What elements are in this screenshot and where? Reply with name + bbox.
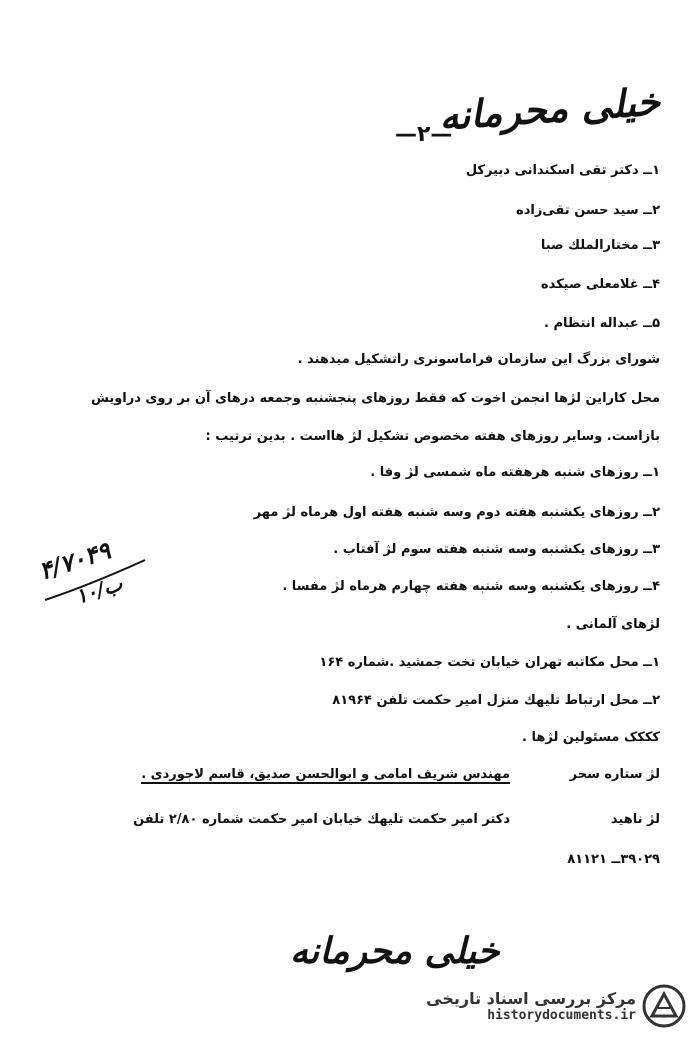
officer-names: دکتر امیر حکمت تلیهك خیابان امیر حکمت شماره ۲/۸۰ تلفن <box>133 812 510 827</box>
venue-line: محل کاراین لژها انجمن اخوت که فقط روزهای پنجشنبه وجمعه درهای آن بر روی دراویش <box>90 391 660 406</box>
watermark <box>426 984 686 1028</box>
member-line: ۱ــ دکتر تقی اسکندانی دبیرکل <box>465 163 660 178</box>
member-line: ۳ــ مختارالملك صبا <box>540 238 660 253</box>
phone-numbers: ۳۹۰۲۹ــ ۸۱۱۲۱ <box>567 852 660 867</box>
schedule-item: ۴ــ روزهای یکشنبه وسه شنبه هفته چهارم هرماه لژ مفسا . <box>282 579 660 594</box>
member-line: ۵ــ عبداله انتظام . <box>544 316 660 331</box>
german-lodge-item: ۱ــ محل مکاتبه تهران خیابان تخت جمشید .شماره ۱۶۴ <box>319 655 660 670</box>
officer-lodge: لژ ناهید <box>610 812 660 827</box>
confidential-stamp-bottom: خیلی محرمانه <box>290 930 500 972</box>
officer-names-text: مهندس شریف امامی و ابوالحسن صدیق، قاسم لاجوردی . <box>141 767 510 782</box>
venue-line: بازاست. وسایر روزهای هفته مخصوص تشکیل لژ هااست . بدین ترتیب : <box>205 429 660 444</box>
council-sentence: شورای بزرگ این سازمان فراماسونری راتشکیل میدهند . <box>297 352 660 367</box>
registration-number: ۴/۷۰۴۹ <box>35 535 114 586</box>
watermark-logo-icon <box>642 984 686 1028</box>
german-lodge-item: ۲ــ محل ارتباط تلیهك منزل امیر حكمت تلفن ۸۱۹۶۴ <box>332 693 660 708</box>
member-line: ۴ــ غلامعلی صیکده <box>540 277 660 292</box>
schedule-item: ۳ــ روزهای یکشنبه وسه شنبه هفته سوم لژ آفتاب . <box>333 542 660 557</box>
confidential-stamp-top: خیلی محرمانه <box>437 78 662 139</box>
member-line: ۲ــ سید حسن تقی‌زاده <box>516 203 660 218</box>
officer-lodge: لژ ستاره سحر <box>569 767 660 782</box>
watermark-text <box>426 989 636 1023</box>
margin-note-strokes <box>40 555 150 615</box>
watermark-title: مرکز بررسی اسناد تاریخی <box>426 989 636 1008</box>
schedule-item: ۲ــ روزهای یکشنبه هفته دوم وسه شنبه هفته اول هرماه لژ مهر <box>253 505 660 520</box>
officers-heading: کککک مسئولین لژها . <box>522 730 660 745</box>
page-number: —۲— <box>395 122 453 147</box>
officer-names <box>141 767 510 782</box>
german-lodges-heading: لژهای آلمانی . <box>566 617 660 632</box>
watermark-url: historydocuments.ir <box>487 1008 636 1023</box>
schedule-item: ۱ــ روزهای شنبه هرهفته ماه شمسی لژ وفا . <box>370 465 660 480</box>
registration-sub: ۱۰/ب <box>72 571 126 609</box>
